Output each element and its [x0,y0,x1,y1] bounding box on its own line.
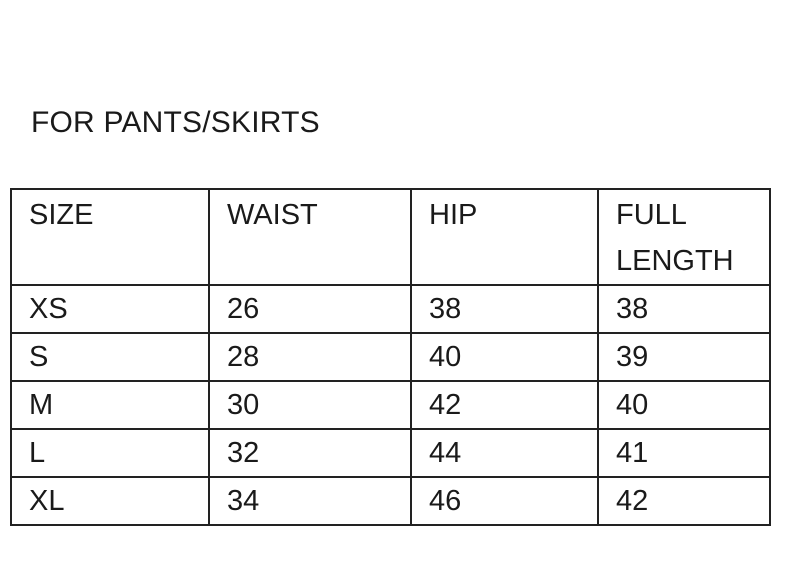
cell-hip: 38 [411,285,598,333]
cell-hip: 46 [411,477,598,525]
header-hip-label: HIP [429,199,478,231]
size-chart-table [10,188,771,526]
cell-waist: 30 [209,381,411,429]
table-row [11,285,770,333]
cell-size: XS [11,285,209,333]
cell-hip: 40 [411,333,598,381]
table-header-row [11,189,770,285]
header-waist-label: WAIST [227,199,318,231]
cell-size: L [11,429,209,477]
cell-size: XL [11,477,209,525]
header-full-length-line1: FULL [616,199,687,231]
cell-waist: 32 [209,429,411,477]
cell-length: 39 [598,333,770,381]
cell-hip: 42 [411,381,598,429]
table-row [11,477,770,525]
table-row [11,333,770,381]
cell-length: 42 [598,477,770,525]
table-row [11,381,770,429]
page-title: FOR PANTS/SKIRTS [31,106,320,139]
cell-hip: 44 [411,429,598,477]
header-size-label: SIZE [29,199,94,231]
header-waist [209,189,411,285]
cell-waist: 34 [209,477,411,525]
header-hip [411,189,598,285]
cell-waist: 26 [209,285,411,333]
cell-size: S [11,333,209,381]
cell-length: 40 [598,381,770,429]
cell-length: 41 [598,429,770,477]
header-full-length-line2: LENGTH [616,245,734,277]
cell-length: 38 [598,285,770,333]
header-size [11,189,209,285]
table-row [11,429,770,477]
header-full-length [598,189,770,285]
cell-waist: 28 [209,333,411,381]
cell-size: M [11,381,209,429]
